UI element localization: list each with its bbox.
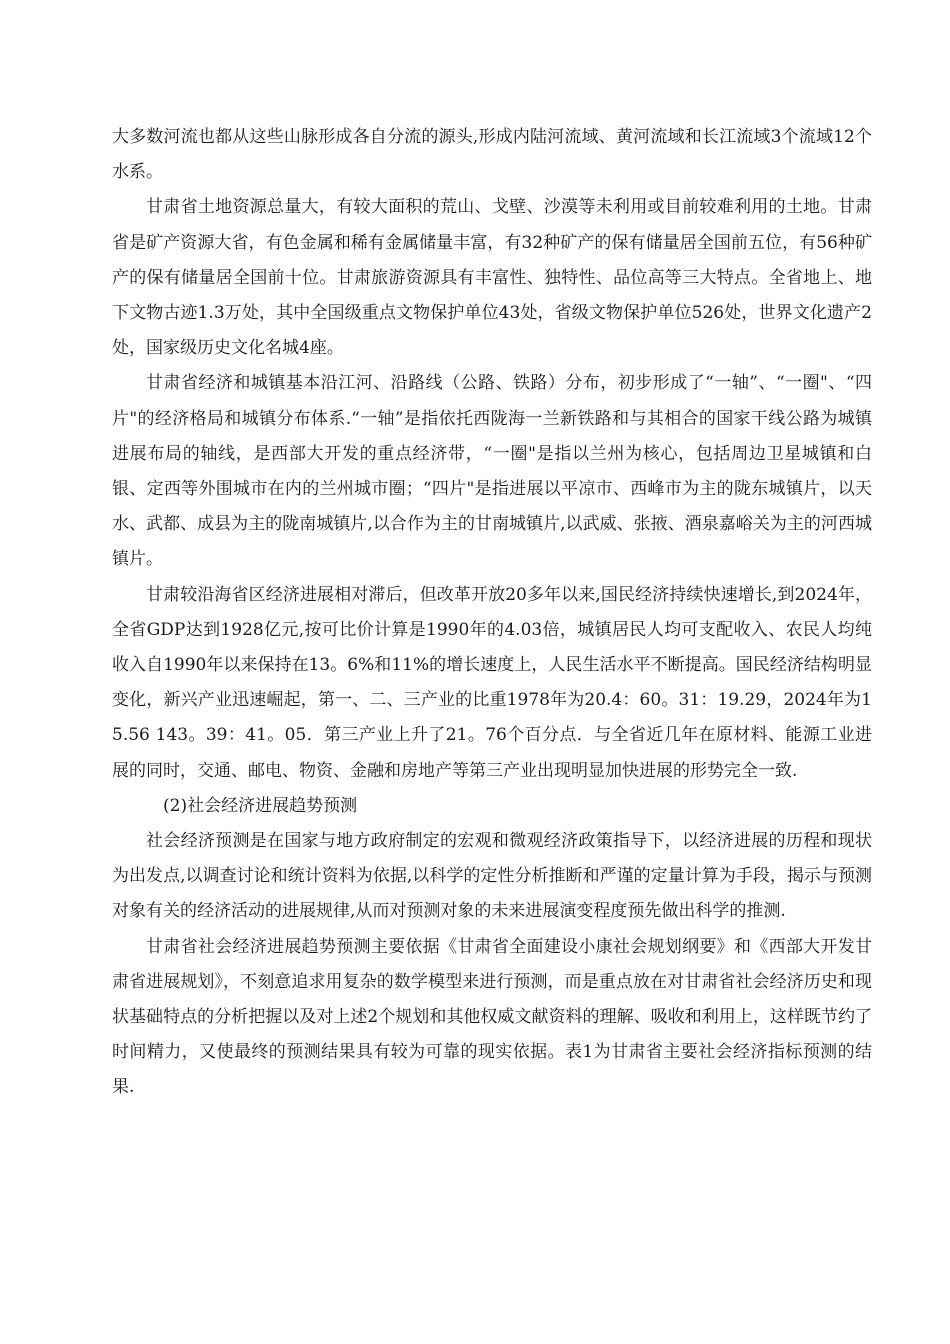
paragraph-forecast-basis: 甘肃省社会经济进展趋势预测主要依据《甘肃省全面建设小康社会规划纲要》和《西部大开发甘肃省进展规划》，不刻意追求用复杂的数学模型来进行预测，而是重点放在对甘肃省社会经济历史和现状基础特点的分析把握以及对上述2个规划和其他权威文献资料的理解、吸收和利用上，这样既节约了时间精力，又使最终的预测结果具有较为可靠的现实依据。表1为甘肃省主要社会经济指标预测的结果.: [112, 936, 872, 1098]
section-heading: (2)社会经济进展趋势预测: [163, 795, 358, 816]
paragraph-urban-layout: 甘肃省经济和城镇基本沿江河、沿路线（公路、铁路）分布，初步形成了“一轴”、“一圈"、“四片"的经济格局和城镇分布体系.“一轴”是指依托西陇海一兰新铁路和与其相合的国家干线公路为城镇进展布局的轴线，是西部大开发的重点经济带，“一圈"是指以兰州为核心，包括周边卫星城镇和白银、定西等外围城市在内的兰州城市圈；“四片"是指进展以平凉市、西峰市为主的陇东城镇片，以天水、武都、成县为主的陇南城镇片,以合作为主的甘南城镇片,以武威、张掖、酒泉嘉峪关为主的河西城镇片。: [112, 373, 872, 570]
paragraph-land-resources: 甘肃省土地资源总量大，有较大面积的荒山、戈壁、沙漠等未利用或目前较难利用的土地。甘肃省是矿产资源大省，有色金属和稀有金属储量丰富，有32种矿产的保有储量居全国前五位，有56种矿产的保有储量居全国前十位。甘肃旅游资源具有丰富性、独特性、品位高等三大特点。全省地上、地下文物古迹1.3万处，其中全国级重点文物保护单位43处，省级文物保护单位526处，世界文化遗产2处，国家级历史文化名城4座。: [112, 197, 872, 359]
paragraph-economic-growth: 甘肃较沿海省区经济进展相对滞后，但改革开放20多年以来,国民经济持续快速增长,到2024年，全省GDP达到1928亿元,按可比价计算是1990年的4.03倍，城镇居民人均可支配收入、农民人均纯收入自1990年以来保持在13。6%和11%的增长速度上，人民生活水平不断提高。国民经济结构明显变化，新兴产业迅速崛起，第一、二、三产业的比重1978年为20.4：60。31：19.29，2024年为15.56 143。39：41。05．第三产业上升了21。76个百分点．与全省近几年在原材料、能源工业进展的同时，交通、邮电、物资、金融和房地产等第三产业出现明显加快进展的形势完全一致.: [112, 584, 872, 781]
paragraph-river-systems: 大多数河流也都从这些山脉形成各自分流的源头,形成内陆河流域、黄河流域和长江流域3个流域12个水系。: [112, 127, 872, 183]
paragraph-forecast-definition: 社会经济预测是在国家与地方政府制定的宏观和微观经济政策指导下，以经济进展的历程和现状为出发点,以调查讨论和统计资料为依据,以科学的定性分析推断和严谨的定量计算为手段，揭示与预测对象有关的经济活动的进展规律,从而对预测对象的未来进展演变程度预先做出科学的推测.: [112, 831, 872, 922]
document-body: [112, 120, 872, 1106]
